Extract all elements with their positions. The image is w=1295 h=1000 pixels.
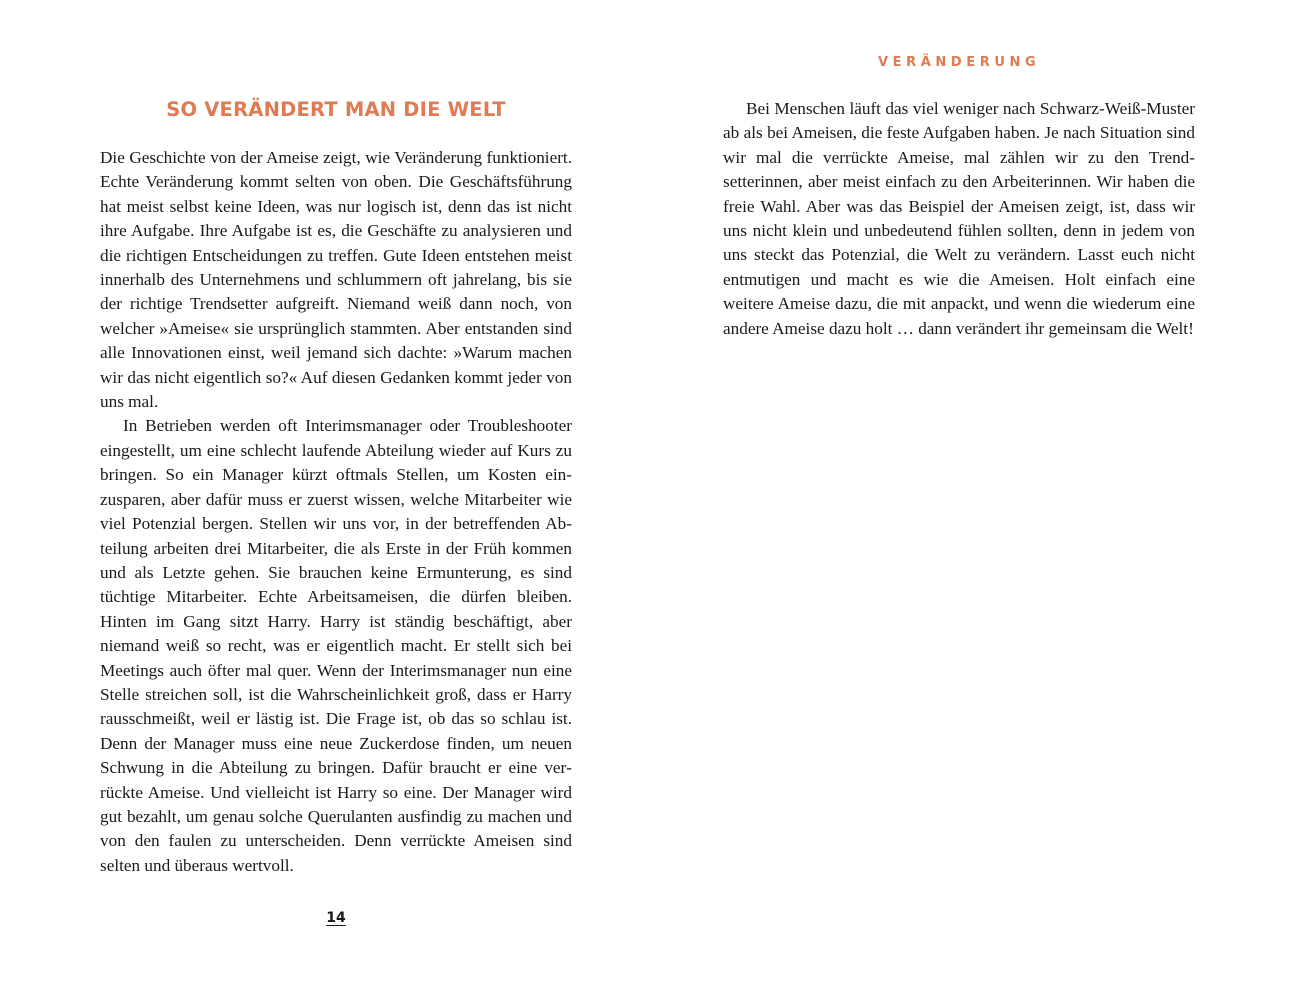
section-title: SO VERÄNDERT MAN DIE WELT xyxy=(166,98,506,121)
right-page-body xyxy=(723,97,1195,341)
paragraph-1: Die Geschichte von der Ameise zeigt, wie Veränderung funktioniert. Echte Veränderung kommt selten von oben. Die Geschäftsführung hat meist selbst keine Ideen, was nur logisch ist, denn das ist nicht ihre Aufgabe. Ihre Aufgabe ist es, die Geschäfte zu analysieren und die richtigen Entscheidungen zu treffen. Gute Ideen entstehen meist innerhalb des Unternehmens und schlummern oft jahrelang, bis sie der richtige Trendsetter aufgreift. Niemand weiß dann noch, von welcher »Ameise« sie ursprünglich stammten. Aber entstanden sind alle Innovationen einst, weil jemand sich dachte: »Warum machen wir das nicht eigentlich so?« Auf diesen Gedanken kommt jeder von uns mal. xyxy=(100,148,572,412)
page-number: 14 xyxy=(326,910,346,926)
paragraph-3: Bei Menschen läuft das viel weniger nach Schwarz-Weiß-Muster ab als bei Ameisen, die feste Aufgaben haben. Je nach Situation sind wir mal die verrückte Ameise, mal zählen wir zu den Trendsetterinnen, aber meist einfach zu den Arbeiterinnen. Wir haben die freie Wahl. Aber was das Beispiel der Ameisen zeigt, ist, dass wir uns nicht klein und unbedeutend fühlen sollten, denn in jedem von uns steckt das Potenzial, die Welt zu verändern. Lasst euch nicht entmutigen und macht es wie die Ameisen. Holt einfach eine weitere Ameise dazu, die mit anpackt, und wenn die wiederum eine andere Ameise dazu holt … dann verändert ihr gemeinsam die Welt! xyxy=(723,99,1195,338)
right-page xyxy=(648,0,1295,1000)
left-page-body xyxy=(100,146,572,878)
running-head: VERÄNDERUNG xyxy=(878,55,1041,70)
paragraph-2: In Betrieben werden oft Interimsmanager oder Troubleshooter eingestellt, um eine schlecht laufende Abteilung wieder auf Kurs zu bringen. So ein Manager kürzt oftmals Stellen, um Kosten einzusparen, aber dafür muss er zuerst wissen, welche Mitarbeiter wie viel Potenzial bergen. Stellen wir uns vor, in der betreffenden Abteilung arbeiten drei Mitarbeiter, die als Erste in der Früh kommen und als Letzte gehen. Sie brauchen keine Ermunterung, es sind tüchtige Mitarbeiter. Echte Arbeitsameisen, die dürfen bleiben. Hinten im Gang sitzt Harry. Harry ist ständig beschäftigt, aber niemand weiß so recht, was er eigentlich macht. Er stellt sich bei Meetings auch öfter mal quer. Wenn der Interimsmanager nun eine Stelle streichen soll, ist die Wahrscheinlichkeit groß, dass er Harry rausschmeißt, weil er lästig ist. Die Frage ist, ob das so schlau ist. Denn der Manager muss eine neue Zuckerdose finden, um neuen Schwung in die Abteilung zu bringen. Dafür braucht er eine verrückte Ameise. Und vielleicht ist Harry so eine. Der Manager wird gut bezahlt, um genau solche Querulanten ausfindig zu machen und von den faulen zu unterscheiden. Denn verrückte Ameisen sind selten und überaus wertvoll. xyxy=(100,416,572,875)
left-page xyxy=(0,0,647,1000)
